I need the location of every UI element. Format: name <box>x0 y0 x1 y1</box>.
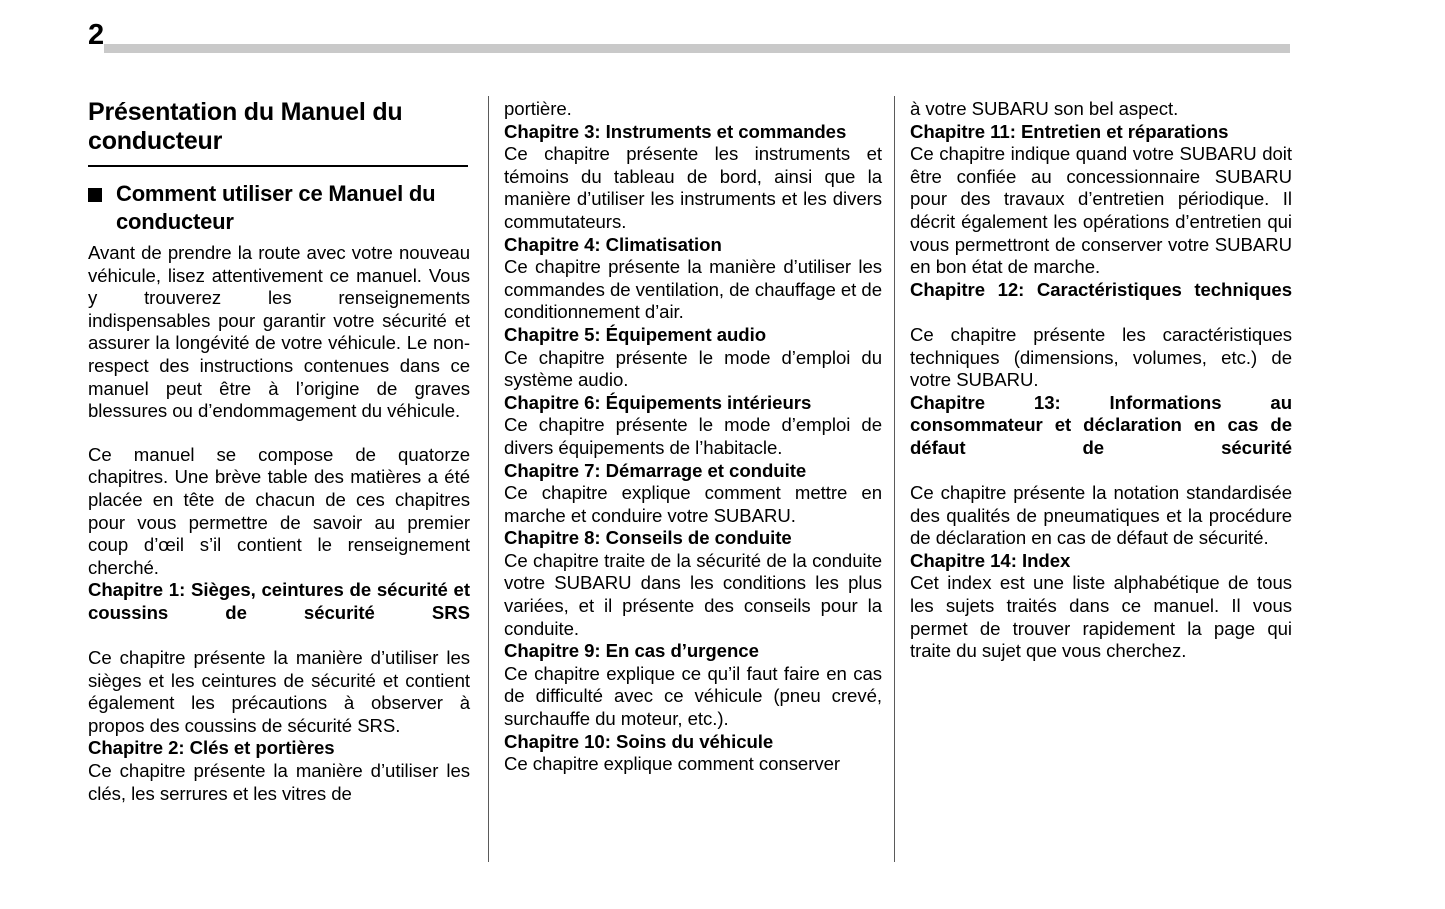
chapter-heading: Chapitre 14: Index <box>910 549 1071 571</box>
page-number: 2 <box>88 19 104 51</box>
paragraph: Ce chapitre traite de la sécurité de la conduite votre SUBARU dans les conditions les plus variées, et il présente des conseils pour la conduite. <box>504 549 882 639</box>
section-heading <box>88 180 470 236</box>
paragraph: Ce chapitre présente la notation standardisée des qualités de pneumatiques et la procédure de déclaration en cas de défaut de sécurité. <box>910 482 1292 549</box>
chapter-heading: Chapitre 3: Instruments et commandes <box>504 120 847 142</box>
column-2 <box>504 98 882 776</box>
paragraph: Cet index est une liste alphabétique de tous les sujets traités dans ce manuel. Il vous permet de trouver rapidement la page qui traite du sujet que vous cherchez. <box>910 572 1292 662</box>
chapter-heading: Chapitre 11: Entretien et réparations <box>910 120 1229 142</box>
chapter-heading: Chapitre 4: Climatisation <box>504 233 722 255</box>
column-divider-2 <box>894 96 895 862</box>
paragraph: Ce chapitre présente le mode d’emploi de divers équipements de l’habitacle. <box>504 414 882 458</box>
paragraph: Ce manuel se compose de quatorze chapitres. Une brève table des matières a été placée en tête de chacun de ces chapitres pour vous permettre de savoir au premier coup d’œil s’il contient le renseignement cherché. <box>88 443 470 578</box>
column-3 <box>910 98 1292 663</box>
paragraph: Ce chapitre explique ce qu’il faut faire en cas de difficulté avec ce véhicule (pneu crevé, surchauffe du moteur, etc.). <box>504 662 882 730</box>
paragraph: Ce chapitre présente la manière d’utiliser les clés, les serrures et les vitres de <box>88 760 470 804</box>
paragraph: Avant de prendre la route avec votre nouveau véhicule, lisez attentivement ce manuel. Vous y trouverez les renseignements indispensables pour garantir votre sécurité et assurer la longévité de votre véhicule. Le non-respect des instructions contenues dans ce manuel peut être à l’origine de graves blessures ou d’endommagement du véhicule. <box>88 242 470 422</box>
paragraph: Ce chapitre indique quand votre SUBARU doit être confiée au concessionnaire SUBARU pour des travaux d’entretien périodique. Il décrit également les opérations d’entretien qui vous permettront de conserver votre SUBARU en bon état de marche. <box>910 143 1292 278</box>
chapter-heading: Chapitre 7: Démarrage et conduite <box>504 459 807 481</box>
paragraph: Ce chapitre présente les caractéristiques techniques (dimensions, volumes, etc.) de votre SUBARU. <box>910 323 1292 391</box>
chapter-heading: Chapitre 2: Clés et portières <box>88 737 335 759</box>
chapter-heading: Chapitre 10: Soins du véhicule <box>504 730 774 752</box>
chapter-heading: Chapitre 1: Sièges, ceintures de sécurité et coussins de sécurité SRS <box>88 579 470 623</box>
chapter-heading: Chapitre 6: Équipements intérieurs <box>504 391 812 413</box>
paragraph: Ce chapitre explique comment mettre en marche et conduire votre SUBARU. <box>504 482 882 526</box>
paragraph: Ce chapitre présente la manière d’utiliser les commandes de ventilation, de chauffage et de conditionnement d’air. <box>504 256 882 323</box>
chapter-heading: Chapitre 12: Caractéristiques techniques <box>910 278 1292 300</box>
chapter-heading: Chapitre 8: Conseils de conduite <box>504 527 792 549</box>
title-underline-rule <box>88 165 468 167</box>
paragraph: Ce chapitre présente le mode d’emploi du système audio. <box>504 346 882 391</box>
column-1 <box>88 98 470 805</box>
paragraph: Ce chapitre présente les instruments et témoins du tableau de bord, ainsi que la manière d’utiliser les instruments et les divers commutateurs. <box>504 143 882 232</box>
paragraph: Ce chapitre présente la manière d’utiliser les sièges et les ceintures de sécurité et contient également les précautions à observer à propos des coussins de sécurité SRS. <box>88 647 470 736</box>
page-title: Présentation du Manuel du conducteur <box>88 98 403 155</box>
chapter-heading: Chapitre 9: En cas d’urgence <box>504 640 759 662</box>
chapter-heading: Chapitre 13: Informations au consommateur et déclaration en cas de défaut de sécurité <box>910 391 1292 458</box>
paragraph: à votre SUBARU son bel aspect. <box>910 98 1179 119</box>
paragraph: Ce chapitre explique comment conserver <box>504 753 841 775</box>
chapter-heading: Chapitre 5: Équipement audio <box>504 323 767 345</box>
paragraph: portière. <box>504 98 572 119</box>
section-heading-label: Comment utiliser ce Manuel du conducteur <box>116 181 436 234</box>
filled-square-icon <box>88 188 102 202</box>
column-divider-1 <box>488 96 489 862</box>
